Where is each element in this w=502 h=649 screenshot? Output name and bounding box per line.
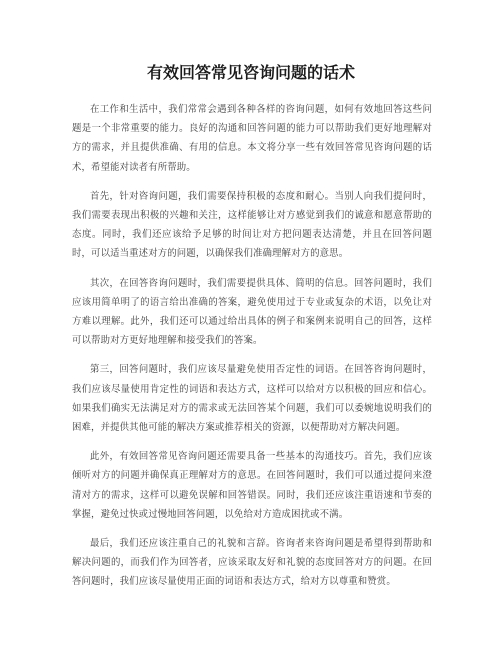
paragraph-3: 其次，在回答咨询问题时，我们需要提供具体、简明的信息。回答问题时，我们应该用简单明了的语言给出准确的答案，避免使用过于专业或复杂的术语，以免让对方难以理解。此外，我们还可以通过给出具体的例子和案例来说明自己的回答，这样可以帮助对方更好地理解和接受我们的答案。 (72, 277, 432, 347)
document-body (72, 100, 432, 602)
paragraph-1: 在工作和生活中，我们常常会遇到各种各样的咨询问题，如何有效地回答这些问题是一个非常重要的能力。良好的沟通和回答问题的能力可以帮助我们更好地理解对方的需求，并且提供准确、有用的信息。本文将分享一些有效回答常见咨询问题的话术，希望能对读者有所帮助。 (72, 104, 432, 173)
paragraph-2: 首先，针对咨询问题，我们需要保持积极的态度和耐心。当别人向我们提问时，我们需要表现出积极的兴趣和关注，这样能够让对方感觉到我们的诚意和愿意帮助的态度。同时，我们还应该给予足够的时间让对方把问题表达清楚，并且在回答问题时，可以适当重述对方的问题，以确保我们准确理解对方的意思。 (72, 190, 432, 260)
document-title: 有效回答常见咨询问题的话术 (146, 63, 355, 82)
paragraph-4: 第三，回答问题时，我们应该尽量避免使用否定性的词语。在回答咨询问题时，我们应该尽量使用肯定性的词语和表达方式，这样可以给对方以积极的回应和信心。如果我们确实无法满足对方的需求或无法回答某个问题，我们可以委婉地说明我们的困难，并提供其他可能的解决方案或推荐相关的资源，以便帮助对方解决问题。 (72, 364, 432, 434)
paragraph-5: 此外，有效回答常见咨询问题还需要具备一些基本的沟通技巧。首先，我们应该倾听对方的问题并确保真正理解对方的意思。在回答问题时，我们可以通过提问来澄清对方的需求，这样可以避免误解和回答错误。同时，我们还应该注重语速和节奏的掌握，避免过快或过慢地回答问题，以免给对方造成困扰或不满。 (72, 451, 432, 520)
paragraph-6: 最后，我们还应该注重自己的礼貌和言辞。咨询者来咨询问题是希望得到帮助和解决问题的，而我们作为回答者，应该采取友好和礼貌的态度回答对方的问题。在回答问题时，我们应该尽量使用正面的词语和表达方式，给对方以尊重和赞赏。 (72, 538, 432, 588)
